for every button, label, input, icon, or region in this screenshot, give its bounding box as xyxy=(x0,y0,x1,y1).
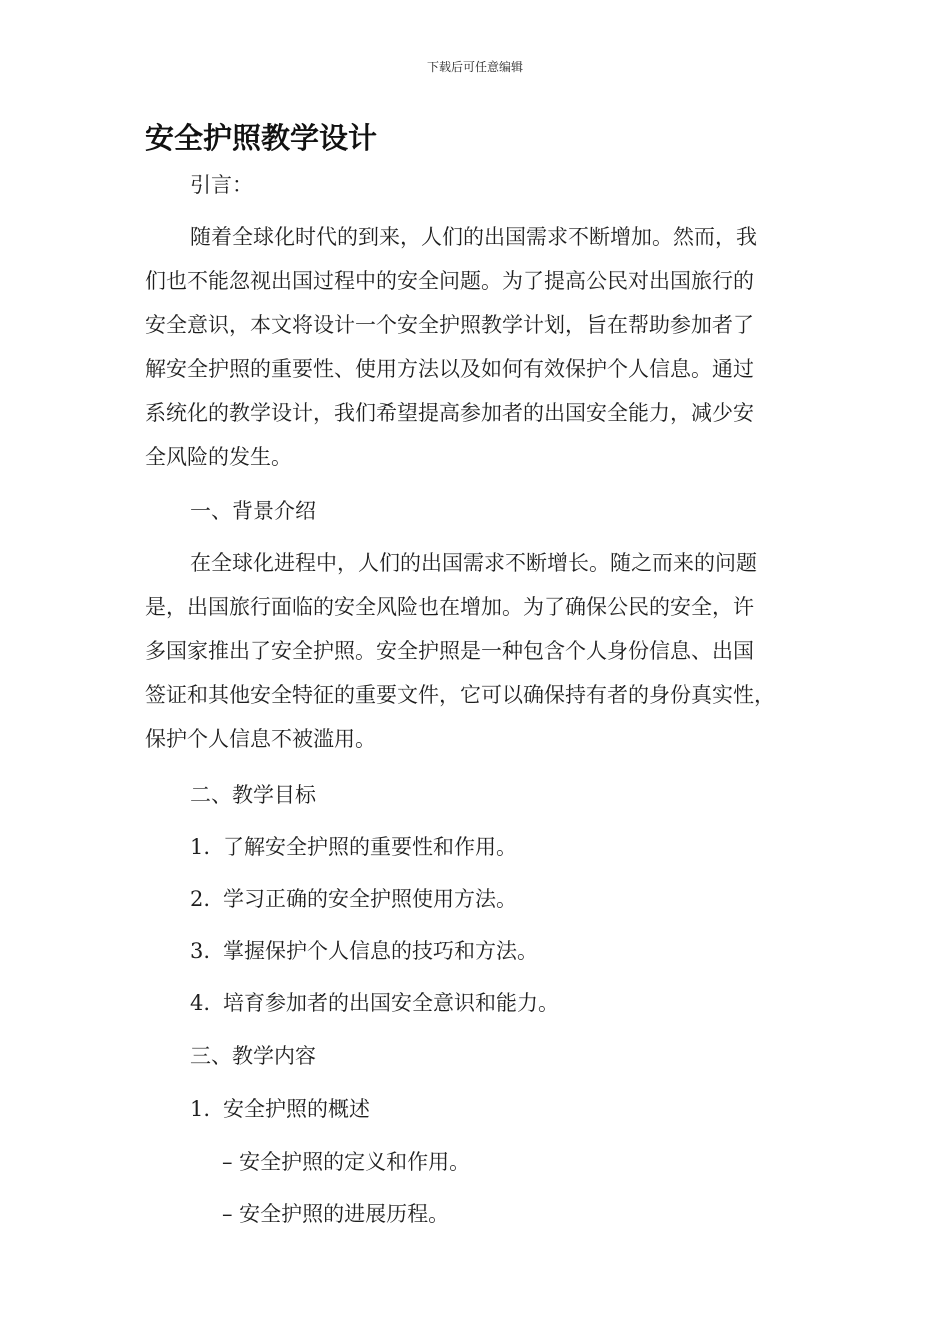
section1-line-3: 多国家推出了安全护照。安全护照是一种包含个人身份信息、出国 xyxy=(145,639,754,663)
section1-line-1: 在全球化进程中，人们的出国需求不断增长。随之而来的问题 xyxy=(190,551,757,575)
goal-text: 掌握保护个人信息的技巧和方法。 xyxy=(223,939,538,963)
intro-line-6: 全风险的发生。 xyxy=(145,445,292,469)
intro-line-1: 随着全球化时代的到来，人们的出国需求不断增加。然而，我 xyxy=(190,225,757,249)
intro-line-5: 系统化的教学设计，我们希望提高参加者的出国安全能力，减少安 xyxy=(145,401,754,425)
document-title: 安全护照教学设计 xyxy=(145,121,378,155)
content-text: 安全护照的概述 xyxy=(223,1097,370,1121)
goal-item-1 xyxy=(190,832,517,862)
goal-number: 4. xyxy=(190,991,211,1015)
section1-line-4: 签证和其他安全特征的重要文件，它可以确保持有者的身份真实性， xyxy=(145,683,775,707)
section1-line-2: 是，出国旅行面临的安全风险也在增加。为了确保公民的安全，许 xyxy=(145,595,754,619)
content-number: 1. xyxy=(190,1097,211,1121)
goal-number: 2. xyxy=(190,887,211,911)
section3-heading: 三、教学内容 xyxy=(190,1044,316,1068)
goal-item-2 xyxy=(190,884,517,914)
section2-heading: 二、教学目标 xyxy=(190,783,316,807)
goal-item-4 xyxy=(190,988,559,1018)
header-note: 下载后可任意编辑 xyxy=(426,60,523,74)
goal-text: 培育参加者的出国安全意识和能力。 xyxy=(223,991,559,1015)
section1-line-5: 保护个人信息不被滥用。 xyxy=(145,727,376,751)
intro-line-2: 们也不能忽视出国过程中的安全问题。为了提高公民对出国旅行的 xyxy=(145,269,754,293)
content-subitem-2: – 安全护照的进展历程。 xyxy=(222,1202,450,1226)
intro-label: 引言： xyxy=(190,173,253,197)
goal-text: 了解安全护照的重要性和作用。 xyxy=(223,835,517,859)
goal-text: 学习正确的安全护照使用方法。 xyxy=(223,887,517,911)
goal-item-3 xyxy=(190,936,538,966)
goal-number: 3. xyxy=(190,939,211,963)
content-item-1 xyxy=(190,1094,370,1124)
section1-heading: 一、背景介绍 xyxy=(190,499,316,523)
intro-line-4: 解安全护照的重要性、使用方法以及如何有效保护个人信息。通过 xyxy=(145,357,754,381)
intro-line-3: 安全意识，本文将设计一个安全护照教学计划，旨在帮助参加者了 xyxy=(145,313,754,337)
goal-number: 1. xyxy=(190,835,211,859)
content-subitem-1: – 安全护照的定义和作用。 xyxy=(222,1150,471,1174)
